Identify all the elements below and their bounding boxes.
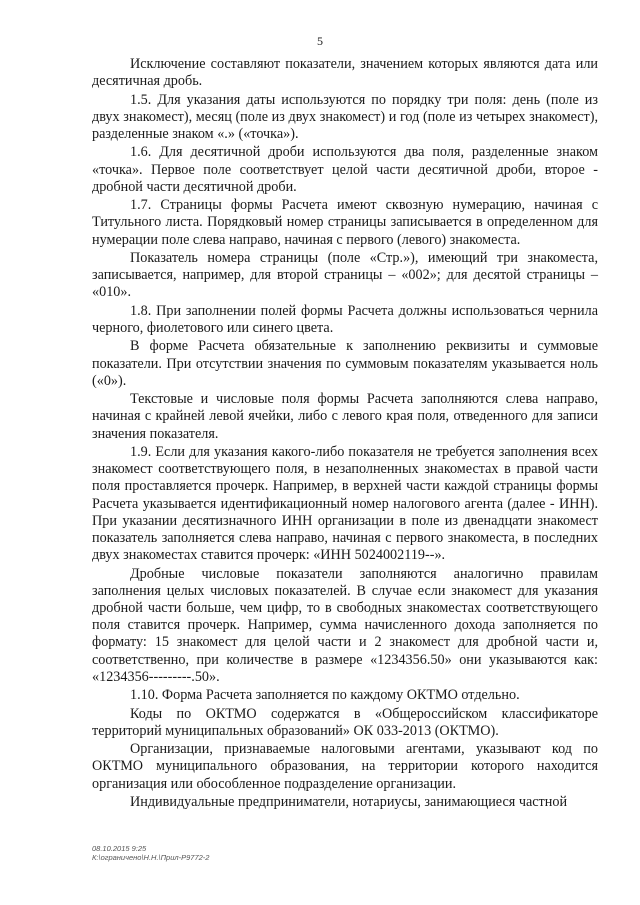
paragraph-3: 1.6. Для десятичной дроби используются два поля, разделенные знаком «точка». Первое поле соответствует целой части десятичной дроби, второе - дробной части десятичной дроби.	[92, 144, 598, 195]
paragraph-7: В форме Расчета обязательные к заполнению реквизиты и суммовые показатели. При отсутствии значения по суммовым показателям указывается ноль («0»).	[92, 338, 598, 389]
paragraph-6: 1.8. При заполнении полей формы Расчета должны использоваться чернила черного, фиолетового или синего цвета.	[92, 302, 598, 336]
paragraph-8: Текстовые и числовые поля формы Расчета заполняются слева направо, начиная с крайней левой ячейки, либо с левого края поля, отведенного для записи значения показателя.	[92, 391, 598, 442]
footer-file-path: К:\ограничено\Н.Н.\Прил-Р9772-2	[92, 853, 210, 862]
paragraph-2: 1.5. Для указания даты используются по порядку три поля: день (поле из двух знакомест), месяц (поле из двух знакомест) и год (поле из четырех знакомест), разделенные знаком «.» («точка»).	[92, 91, 598, 142]
paragraph-9: 1.9. Если для указания какого-либо показателя не требуется заполнения всех знакомест соответствующего поля, в незаполненных знакоместах в правой части поля проставляется прочерк. Например, в верхней части каждой страницы формы Расчета указывается идентификационный номер налогового агента (далее - ИНН). При указании десятизначного ИНН организации в поле из двенадцати знакомест показатель заполняется слева направо, начиная с первого знакоместа, в последних двух знакоместах ставится прочерк: «ИНН 5024002119--».	[92, 443, 598, 564]
footer-timestamp: 08.10.2015 9:25	[92, 844, 147, 853]
paragraph-11: 1.10. Форма Расчета заполняется по каждому ОКТМО отдельно.	[130, 687, 520, 704]
paragraph-1: Исключение составляют показатели, значением которых являются дата или десятичная дробь.	[92, 56, 598, 90]
document-body	[92, 56, 598, 812]
page-number: 5	[317, 34, 323, 48]
paragraph-13: Организации, признаваемые налоговыми агентами, указывают код по ОКТМО муниципального образования, на территории которого находится организация или обособленное подразделение организации.	[92, 741, 598, 792]
paragraph-4: 1.7. Страницы формы Расчета имеют сквозную нумерацию, начиная с Титульного листа. Порядковый номер страницы записывается в определенном для нумерации поле слева направо, начиная с первого (левого) знакоместа.	[92, 197, 598, 248]
paragraph-14: Индивидуальные предприниматели, нотариусы, занимающиеся частной	[130, 793, 568, 810]
paragraph-12: Коды по ОКТМО содержатся в «Общероссийском классификаторе территорий муниципальных образований» ОК 033-2013 (ОКТМО).	[92, 705, 598, 739]
paragraph-10: Дробные числовые показатели заполняются аналогично правилам заполнения целых числовых показателей. В случае если знакомест для указания дробной части больше, чем цифр, то в свободных знакоместах соответствующего поля ставится прочерк. Например, сумма начисленного дохода заполняется по формату: 15 знакомест для целой части и 2 знакомест для дробной части и, соответственно, при количестве в размере «1234356.50» они указываются как: «1234356---------.50».	[92, 565, 598, 685]
document-footer	[92, 844, 209, 862]
paragraph-5: Показатель номера страницы (поле «Стр.»), имеющий три знакоместа, записывается, например, для второй страницы – «002»; для десятой страницы – «010».	[92, 249, 598, 301]
